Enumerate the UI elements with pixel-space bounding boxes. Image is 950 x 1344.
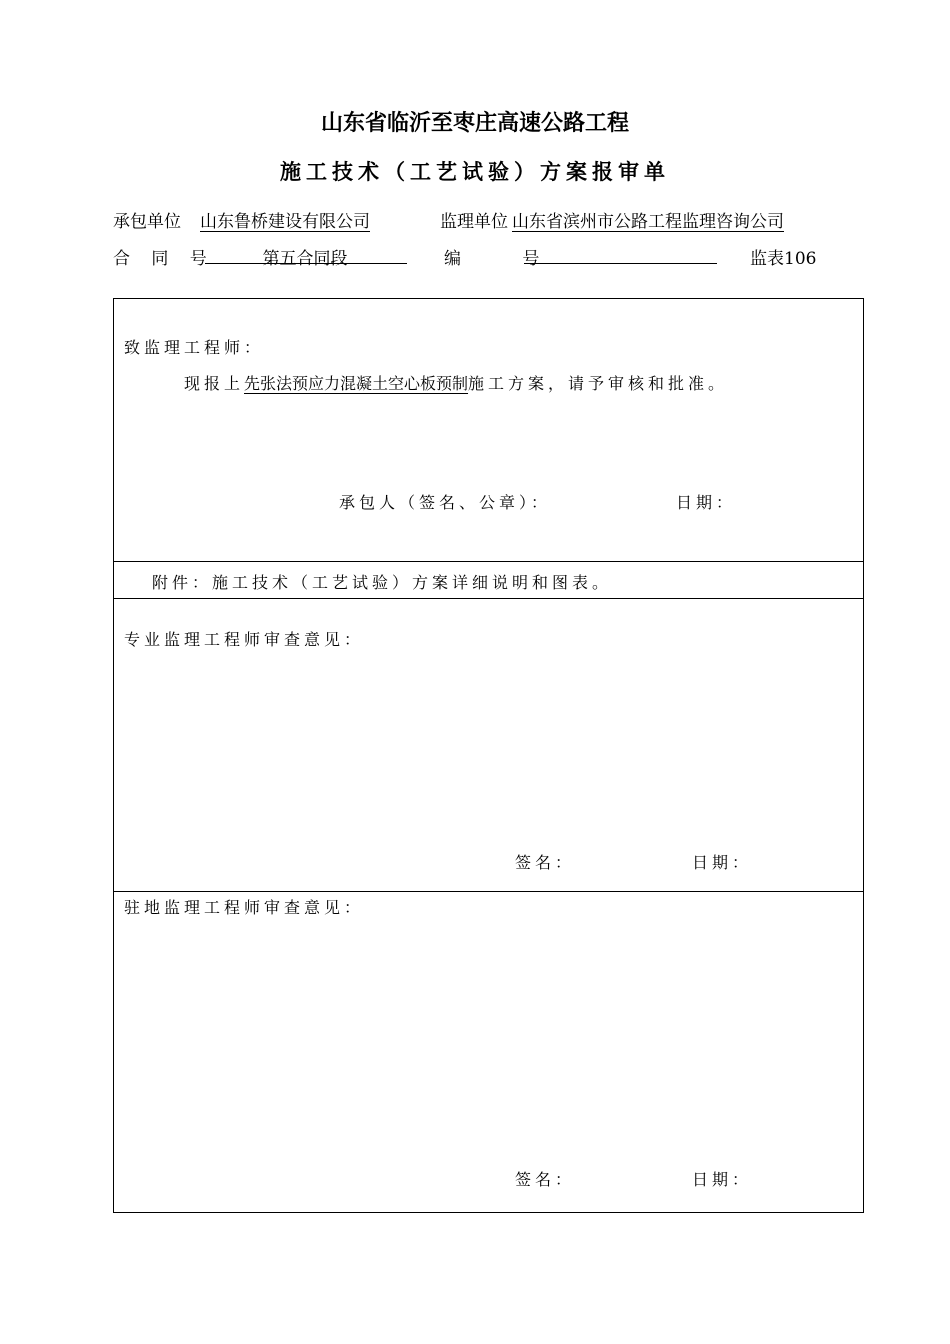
section3-sign-label: 签名： <box>515 1170 576 1189</box>
supervisor-value: 山东省滨州市公路工程监理咨询公司 <box>512 212 784 232</box>
report-suffix: 施工方案，请予审核和批准。 <box>468 374 729 393</box>
divider <box>114 561 863 562</box>
document-subtitle: 施工技术（工艺试验）方案报审单 <box>280 160 670 184</box>
section2-sign-label: 签名： <box>515 853 576 872</box>
report-prefix: 现报上 <box>184 374 245 393</box>
divider <box>114 598 863 599</box>
divider <box>114 891 863 892</box>
number-label: 编 号 <box>444 249 568 269</box>
supervisor-label: 监理单位 <box>440 212 508 232</box>
contractor-label: 承包单位 <box>113 212 181 232</box>
number-underline <box>524 263 717 264</box>
attachment-note: 附件：施工技术（工艺试验）方案详细说明和图表。 <box>152 573 613 592</box>
section2-date-label: 日期： <box>692 853 753 872</box>
contract-underline <box>205 263 407 264</box>
specialist-review-heading: 专业监理工程师审查意见： <box>124 630 365 649</box>
report-line <box>184 371 728 394</box>
section3-date-label: 日期： <box>692 1170 753 1189</box>
report-subject: 先张法预应力混凝土空心板预制 <box>244 374 469 393</box>
contract-value: 第五合同段 <box>262 249 348 269</box>
contractor-signature-label: 承包人（签名、公章）： <box>339 493 552 512</box>
contract-label: 合 同 号 <box>113 249 215 269</box>
review-form-table <box>113 298 864 1213</box>
form-code: 监表106 <box>750 249 817 269</box>
resident-review-heading: 驻地监理工程师审查意见： <box>124 898 365 917</box>
document-title: 山东省临沂至枣庄高速公路工程 <box>320 111 629 136</box>
salutation: 致监理工程师： <box>124 338 265 357</box>
section1-date-label: 日期： <box>676 493 737 512</box>
contractor-value: 山东鲁桥建设有限公司 <box>200 212 370 232</box>
